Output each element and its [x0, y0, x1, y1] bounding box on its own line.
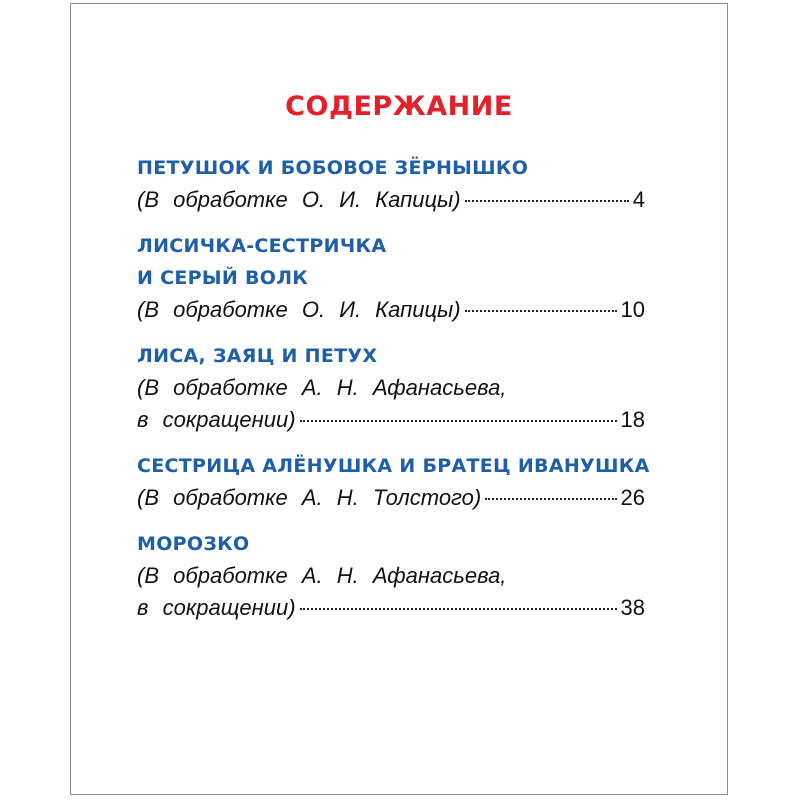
page-number: 10	[620, 297, 645, 322]
adaptation-note: (В обработке А. Н. Толстого)	[137, 485, 482, 510]
toc-entry-5	[137, 528, 645, 624]
toc-line	[137, 482, 645, 514]
adaptation-note: (В обработке А. Н. Афанасьева,	[137, 375, 507, 400]
toc-line	[137, 404, 645, 436]
page-number: 38	[620, 595, 645, 620]
story-title: МОРОЗКО	[137, 533, 250, 555]
adaptation-note-continued: в сокращении)	[137, 595, 296, 620]
dot-leader	[300, 608, 617, 610]
toc-entry-2	[137, 230, 645, 326]
page-number: 26	[620, 485, 645, 510]
adaptation-note: (В обработке О. И. Капицы)	[137, 297, 461, 322]
adaptation-note: (В обработке О. И. Капицы)	[137, 187, 461, 212]
story-title: ЛИСА, ЗАЯЦ И ПЕТУХ	[137, 345, 378, 367]
page-number: 4	[632, 187, 645, 212]
toc-line	[137, 184, 645, 216]
toc-line	[137, 294, 645, 326]
dot-leader	[465, 310, 617, 312]
adaptation-note: (В обработке А. Н. Афанасьева,	[137, 563, 507, 588]
dot-leader	[465, 200, 629, 202]
toc-entry-4	[137, 450, 650, 514]
toc-line	[137, 592, 645, 624]
page-title: СОДЕРЖАНИЕ	[285, 91, 513, 122]
table-of-contents	[137, 152, 650, 638]
toc-entry-1	[137, 152, 645, 216]
dot-leader	[485, 498, 616, 500]
adaptation-note-continued: в сокращении)	[137, 407, 296, 432]
story-title-continued: И СЕРЫЙ ВОЛК	[137, 267, 309, 289]
story-title: СЕСТРИЦА АЛЁНУШКА И БРАТЕЦ ИВАНУШКА	[137, 455, 650, 477]
book-page	[70, 3, 728, 795]
story-title: ПЕТУШОК И БОБОВОЕ ЗЁРНЫШКО	[137, 157, 529, 179]
dot-leader	[300, 420, 617, 422]
page-number: 18	[620, 407, 645, 432]
toc-entry-3	[137, 340, 645, 436]
story-title: ЛИСИЧКА-СЕСТРИЧКА	[137, 235, 387, 257]
